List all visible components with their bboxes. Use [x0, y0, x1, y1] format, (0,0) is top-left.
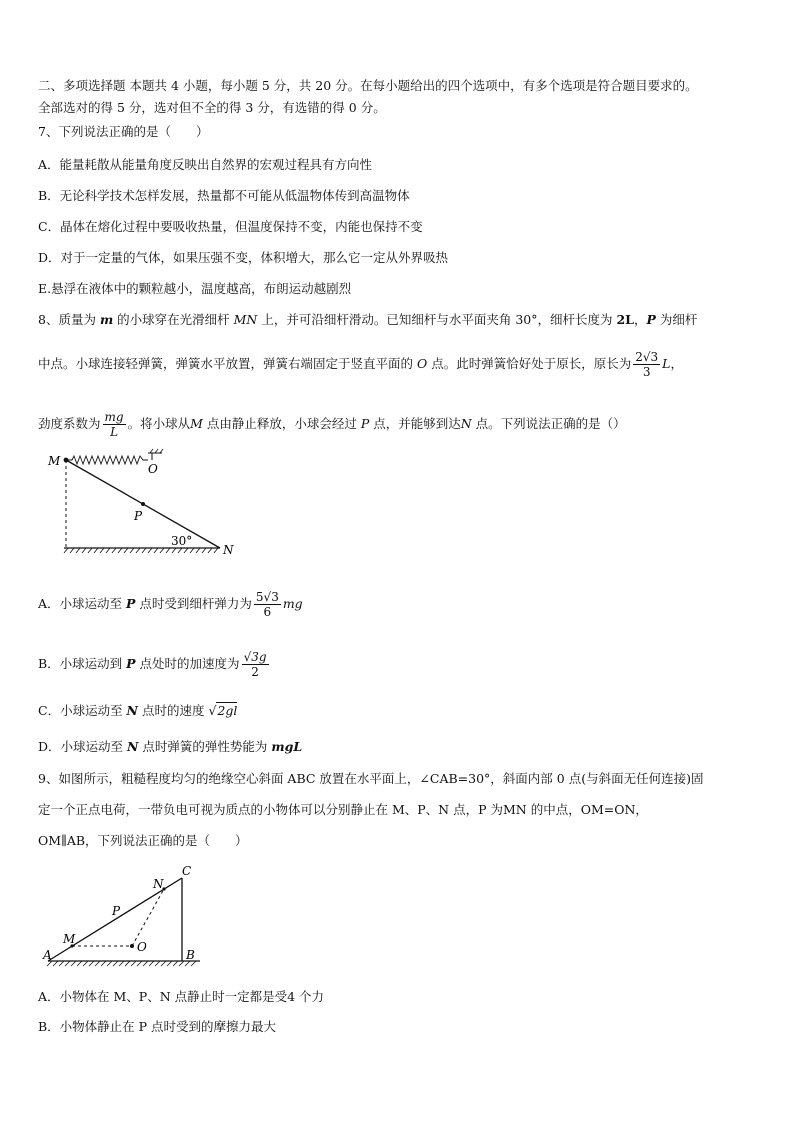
- spring-constant-fraction: $\frac{mg}{L}$: [104, 410, 124, 439]
- q7-option-e: E.悬浮在液体中的颗粒越小，温度越高，布朗运动越剧烈: [38, 281, 352, 296]
- label-b: B: [186, 948, 195, 962]
- q8-option-c: C．小球运动至 N 点时的速度 √2gl: [38, 703, 238, 718]
- ground-hatch: [64, 548, 218, 553]
- ground-hatch: [47, 961, 196, 966]
- q8-stem-line3: 劲度系数为 $\frac{mg}{L}$ 。将小球从M 点由静止释放，小球会经过 P 点，并能够到达N 点。下列说法正确的是（）: [38, 410, 626, 439]
- label-o: O: [148, 462, 158, 476]
- q8-stem-line1: 8、质量为 m 的小球穿在光滑细杆 MN 上，并可沿细杆滑动。已知细杆与水平面夹角 30°，细杆长度为 2L，P 为细杆: [38, 312, 698, 327]
- charge-o: [130, 944, 134, 948]
- q9-option-b: B．小物体静止在 P 点时受到的摩擦力最大: [38, 1019, 277, 1034]
- spring: [68, 456, 148, 464]
- q8-option-d: D．小球运动至 N 点时弹簧的弹性势能为 mgL: [38, 739, 303, 754]
- q7-stem: 7、下列说法正确的是（ ）: [38, 124, 209, 139]
- q9-option-a: A．小物体在 M、P、N 点静止时一定都是受4 个力: [38, 989, 325, 1004]
- label-p: P: [112, 904, 121, 918]
- q9-figure-incline: [40, 862, 210, 972]
- q9-stem-line3: OM∥AB，下列说法正确的是（ ）: [38, 833, 248, 848]
- label-angle: 30°: [171, 534, 193, 548]
- q8-stem-line2: 中点。小球连接轻弹簧，弹簧水平放置，弹簧右端固定于竖直平面的 O 点。此时弹簧恰好处于原长，原长为 $\frac{2√3}{3}$ L，: [38, 350, 683, 379]
- section-instructions-line2: 全部选对的得 5 分，选对但不全的得 3 分，有选错的得 0 分。: [38, 100, 386, 115]
- spring-length-fraction: $\frac{2√3}{3}$: [635, 350, 659, 379]
- label-p: P: [134, 509, 143, 523]
- ball-m: [64, 458, 69, 463]
- label-m: M: [63, 932, 76, 946]
- section-instructions-line1: 二、多项选择题 本题共 4 小题，每小题 5 分，共 20 分。在每小题给出的四个选项中，有多个选项是符合题目要求的。: [38, 78, 698, 93]
- q9-stem-line2: 定一个正点电荷，一带负电可视为质点的小物体可以分别静止在 M、P、N 点，P 为MN 的中点，OM=ON，: [38, 802, 648, 817]
- q8-option-a: A．小球运动至 P 点时受到细杆弹力为 $\frac{5√3}{6}$ mg: [38, 590, 303, 619]
- q9-stem-line1: 9、如图所示，粗糙程度均匀的绝缘空心斜面 ABC 放置在水平面上，∠CAB=30°，斜面内部 0 点(与斜面无任何连接)固: [38, 771, 704, 786]
- q8-option-b: B．小球运动到 P 点处时的加速度为 $\frac{√3g}{2}$: [38, 650, 267, 679]
- q7-option-d: D．对于一定量的气体，如果压强不变，体积增大，那么它一定从外界吸热: [38, 250, 449, 265]
- point-p: [141, 502, 145, 506]
- q7-option-a: A．能量耗散从能量角度反映出自然界的宏观过程具有方向性: [38, 157, 373, 172]
- q7-option-c: C．晶体在熔化过程中要吸收热量，但温度保持不变，内能也保持不变: [38, 219, 423, 234]
- q7-option-b: B．无论科学技术怎样发展，热量都不可能从低温物体传到高温物体: [38, 188, 410, 203]
- label-n: N: [153, 877, 164, 891]
- label-o: O: [137, 940, 147, 954]
- label-m: M: [48, 454, 61, 468]
- label-a: A: [43, 948, 52, 962]
- dashed-on: [132, 889, 164, 946]
- label-c: C: [182, 864, 192, 878]
- label-n: N: [223, 543, 234, 557]
- q8-figure-rod-spring: [40, 448, 250, 563]
